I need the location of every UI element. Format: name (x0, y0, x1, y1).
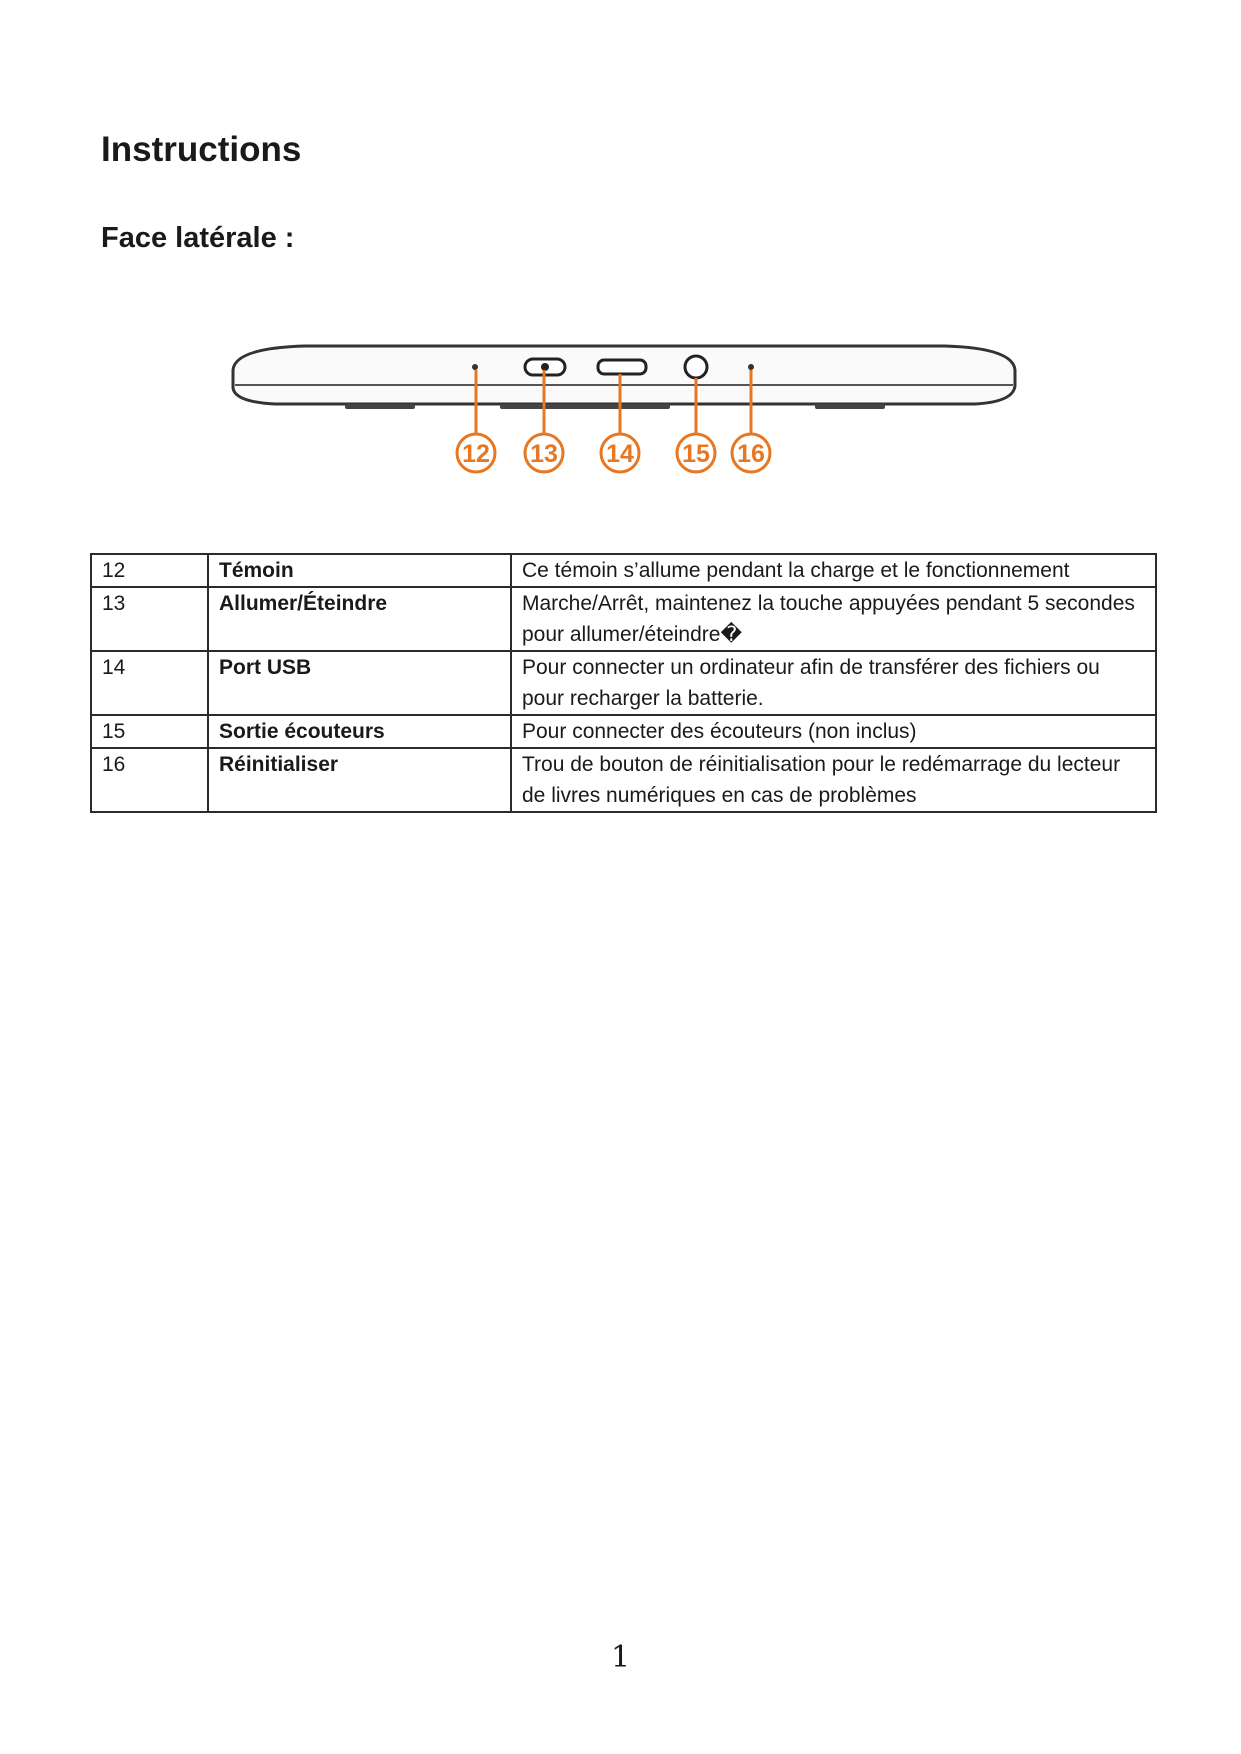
row-number: 14 (91, 651, 208, 715)
device-side-diagram (215, 330, 1030, 490)
callout-label-15: 15 (682, 440, 710, 468)
feature-name: Témoin (208, 554, 511, 587)
headphone-jack-icon (685, 356, 707, 378)
table-row (91, 715, 1156, 748)
device-side-illustration (215, 330, 1030, 490)
reset-hole-icon (748, 364, 754, 370)
device-foot-right (815, 404, 885, 409)
row-number: 13 (91, 587, 208, 651)
row-number: 16 (91, 748, 208, 812)
callout-16 (732, 434, 770, 472)
feature-description: Pour connecter un ordinateur afin de transférer des fichiers ou pour recharger la batterie. (511, 651, 1156, 715)
table-row (91, 748, 1156, 812)
table-row (91, 587, 1156, 651)
feature-description: Marche/Arrêt, maintenez la touche appuyées pendant 5 secondes pour allumer/éteindre� (511, 587, 1156, 651)
feature-description: Ce témoin s’allume pendant la charge et le fonctionnement (511, 554, 1156, 587)
callout-label-13: 13 (530, 440, 558, 468)
callout-15 (677, 434, 715, 472)
row-number: 12 (91, 554, 208, 587)
callout-12 (457, 434, 495, 472)
features-table (90, 553, 1157, 813)
feature-description: Trou de bouton de réinitialisation pour le redémarrage du lecteur de livres numériques en cas de problèmes (511, 748, 1156, 812)
page-title: Instructions (101, 130, 302, 169)
device-foot-center (500, 404, 670, 409)
table-row (91, 554, 1156, 587)
device-foot-left (345, 404, 415, 409)
section-heading: Face latérale : (101, 222, 295, 254)
usb-port-icon (598, 360, 646, 374)
feature-name: Réinitialiser (208, 748, 511, 812)
callout-label-16: 16 (737, 440, 765, 468)
callout-label-14: 14 (606, 440, 634, 468)
feature-description: Pour connecter des écouteurs (non inclus) (511, 715, 1156, 748)
page-number: 1 (610, 1640, 631, 1675)
feature-name: Sortie écouteurs (208, 715, 511, 748)
callout-label-12: 12 (462, 440, 490, 468)
row-number: 15 (91, 715, 208, 748)
callout-13 (525, 434, 563, 472)
feature-name: Allumer/Éteindre (208, 587, 511, 651)
feature-name: Port USB (208, 651, 511, 715)
callout-14 (601, 434, 639, 472)
led-indicator-icon (472, 364, 478, 370)
power-switch-knob-icon (541, 363, 549, 371)
table-row (91, 651, 1156, 715)
